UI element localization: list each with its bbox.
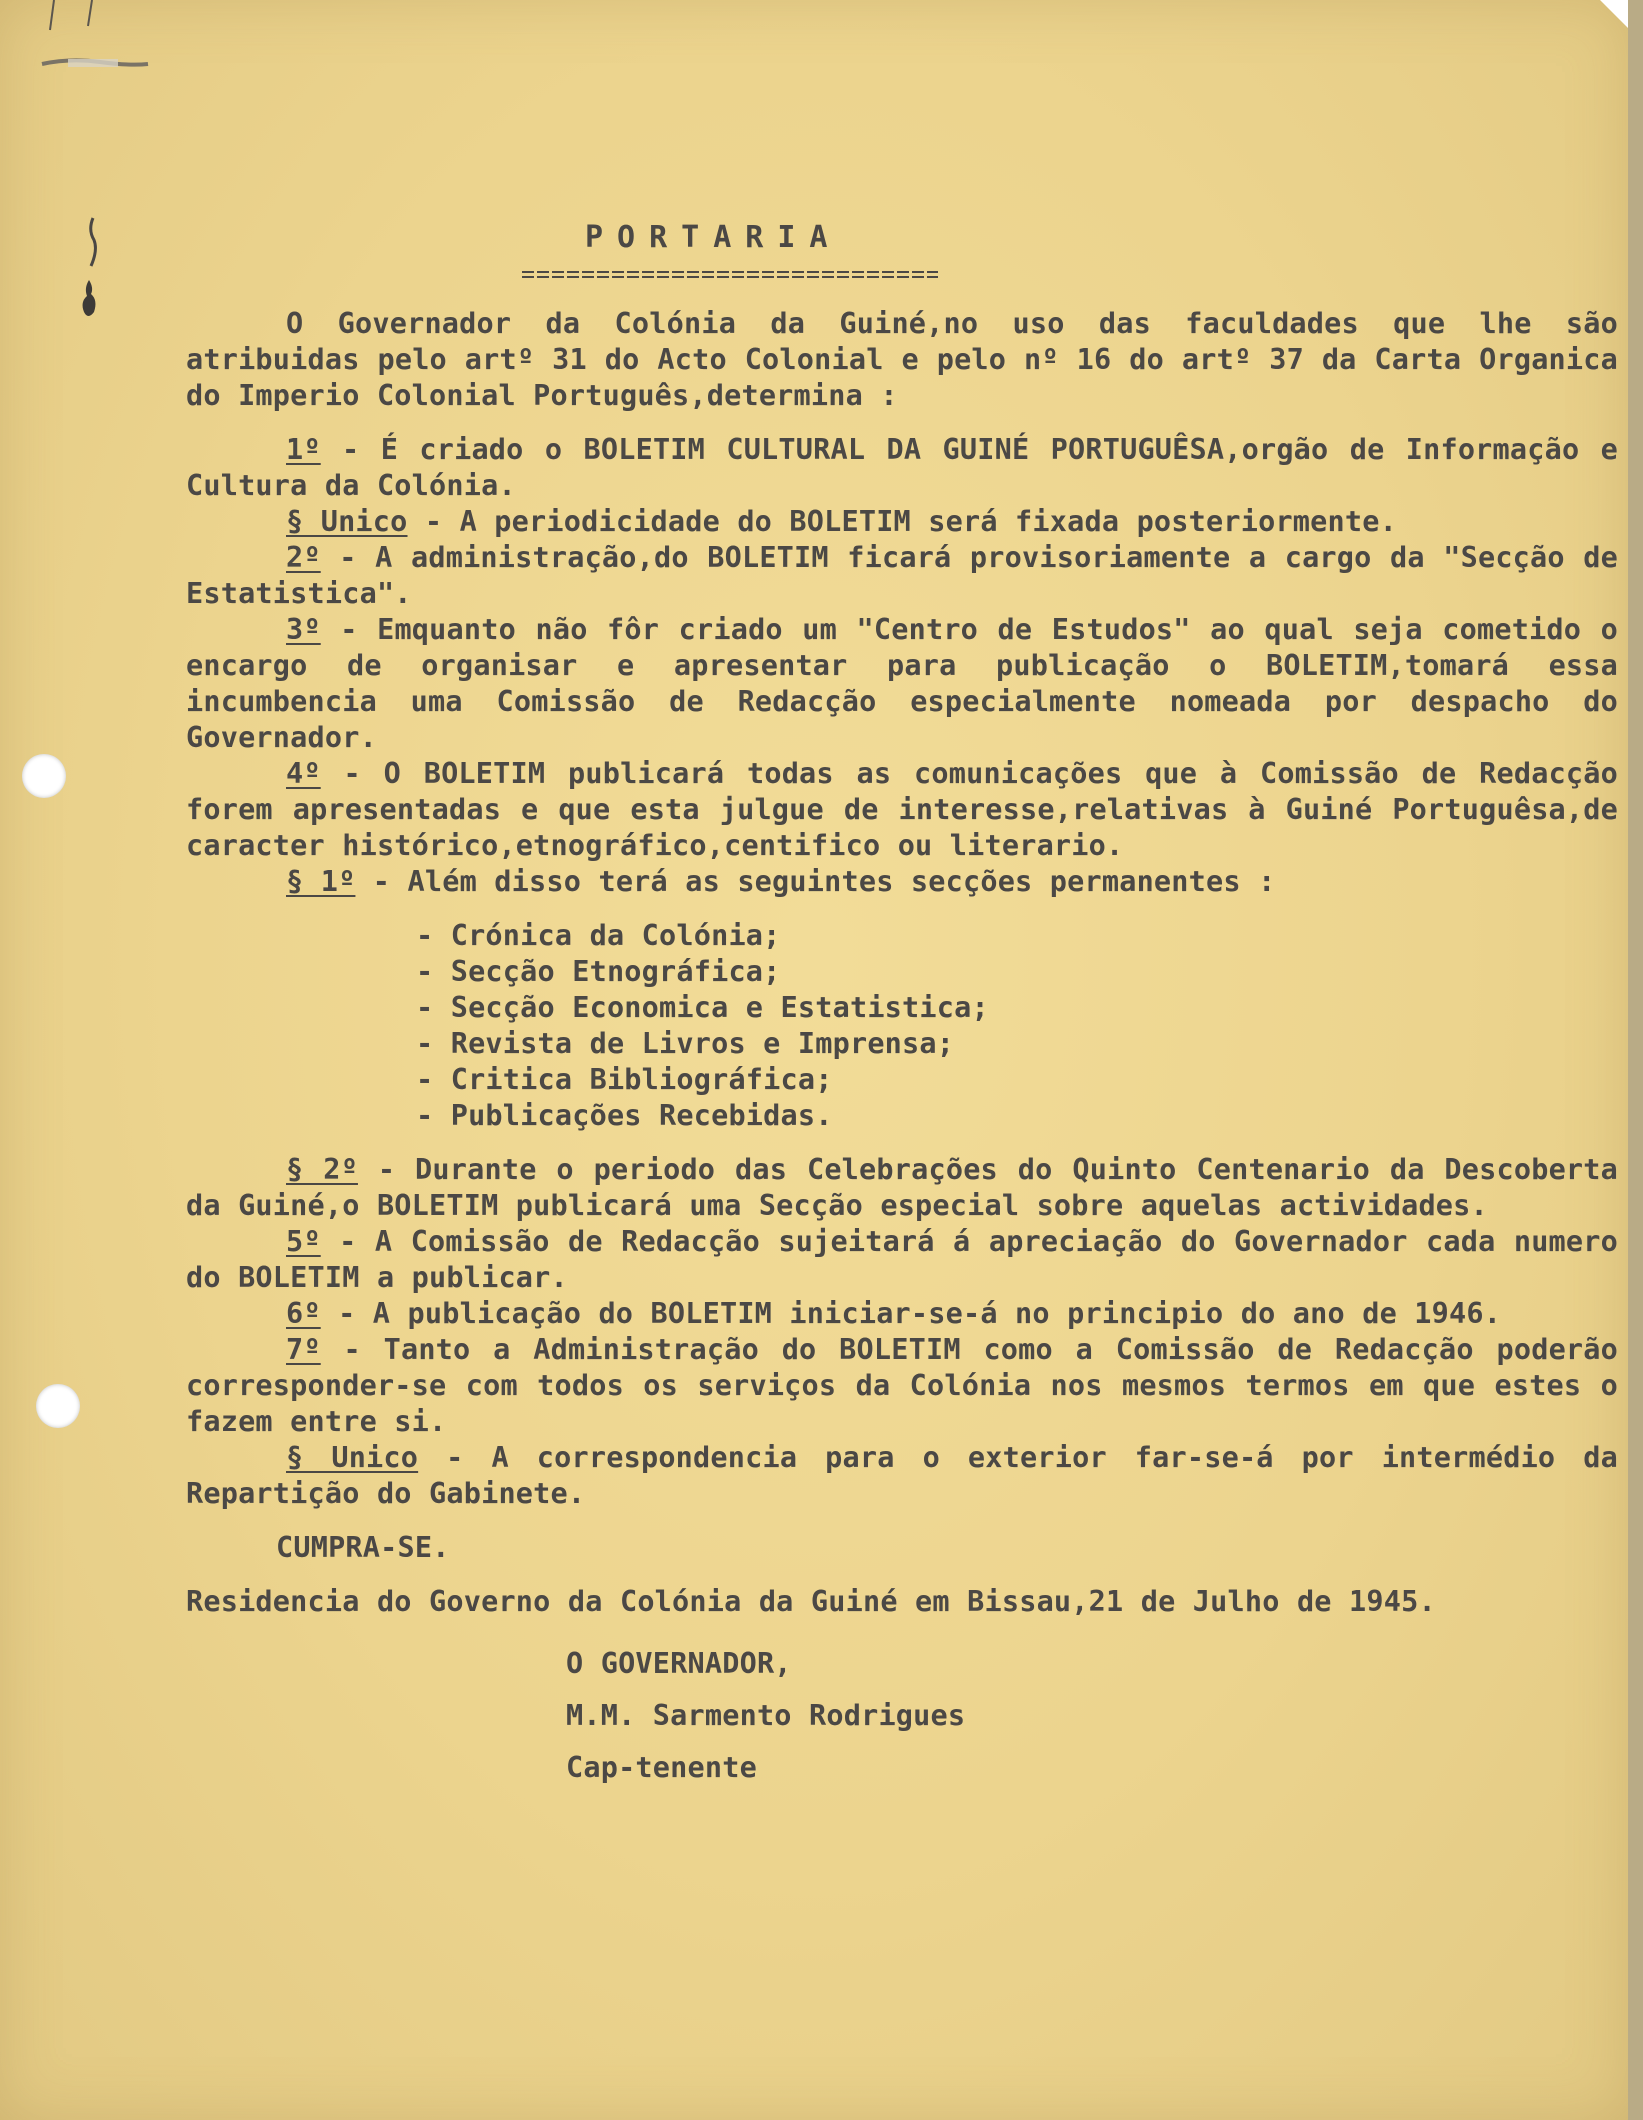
punch-hole	[36, 1384, 80, 1428]
article-text: - A Comissão de Redacção sujeitará á apreciação do Governador cada numero do BOLETIM a publicar.	[186, 1225, 1618, 1294]
article-number: § Unico	[286, 1441, 419, 1474]
list-item: - Publicações Recebidas.	[416, 1099, 833, 1132]
article-text: - É criado o BOLETIM CULTURAL DA GUINÉ PORTUGUÊSA,orgão de Informação e Cultura da Colónia.	[186, 433, 1618, 502]
staple-mark	[40, 56, 150, 72]
article-paragraph	[186, 432, 1618, 504]
article-number: 4º	[286, 757, 321, 790]
ink-mark	[86, 216, 100, 272]
article-number: § 2º	[286, 1153, 358, 1186]
place-date: Residencia do Governo da Colónia da Guiné em Bissau,21 de Julho de 1945.	[186, 1585, 1436, 1618]
article-number: 1º	[286, 433, 321, 466]
document-title: PORTARIA	[585, 220, 842, 255]
list-item: - Crónica da Colónia;	[416, 919, 781, 952]
article-text: - A correspondencia para o exterior far-se-á por intermédio da Repartição do Gabinete.	[186, 1441, 1618, 1510]
article-paragraph	[186, 612, 1618, 756]
signature-rank: Cap-tenente	[566, 1751, 757, 1784]
page-corner	[1600, 0, 1628, 28]
signature-block	[566, 1638, 1126, 1794]
article-paragraph	[186, 1332, 1618, 1440]
cumpra-se: CUMPRA-SE.	[276, 1531, 450, 1564]
article-text: - A administração,do BOLETIM ficará provisoriamente a cargo da "Secção de Estatistica".	[186, 541, 1618, 610]
article-number: § Unico	[286, 505, 408, 538]
document-body	[186, 306, 1618, 1794]
article-text: - Além disso terá as seguintes secções permanentes :	[355, 865, 1276, 898]
ink-blot	[78, 278, 100, 320]
article-paragraph	[186, 756, 1618, 864]
article-text: - Durante o periodo das Celebrações do Quinto Centenario da Descoberta da Guiné,o BOLETIM publicará uma Secção especial sobre aquelas actividades.	[186, 1153, 1619, 1222]
article-number: § 1º	[286, 865, 356, 898]
article-paragraph	[186, 540, 1618, 612]
article-text: - O BOLETIM publicará todas as comunicações que à Comissão de Redacção forem apresentadas e que esta julgue de interesse,relativas à Guiné Portuguêsa,de caracter histórico,etnográfico,centifico ou literario.	[186, 757, 1618, 862]
list-item: - Secção Etnográfica;	[416, 955, 781, 988]
article-text: - A publicação do BOLETIM iniciar-se-á no principio do ano de 1946.	[320, 1297, 1502, 1330]
article-paragraph	[186, 1296, 1618, 1332]
intro-paragraph: O Governador da Colónia da Guiné,no uso das faculdades que lhe são atribuidas pelo artº 31 do Acto Colonial e pelo nº 16 do artº 37 da Carta Organica do Imperio Colonial Português,determina :	[186, 307, 1618, 412]
list-item: - Secção Economica e Estatistica;	[416, 991, 989, 1024]
pencil-marks	[40, 0, 120, 40]
article-paragraph	[186, 504, 1618, 540]
article-text: - Emquanto não fôr criado um "Centro de Estudos" ao qual seja cometido o encargo de organisar e apresentar para publicação o BOLETIM,tomará essa incumbencia uma Comissão de Redacção especialmente nomeada por despacho do Governador.	[186, 613, 1618, 754]
list-item: - Critica Bibliográfica;	[416, 1063, 833, 1096]
article-paragraph	[186, 1224, 1618, 1296]
article-number: 2º	[286, 541, 321, 574]
article-number: 5º	[286, 1225, 321, 1258]
article-paragraph	[186, 1152, 1618, 1224]
article-text: - A periodicidade do BOLETIM será fixada posteriormente.	[407, 505, 1397, 538]
punch-hole	[22, 754, 66, 798]
article-number: 6º	[286, 1297, 321, 1330]
article-paragraph	[186, 864, 1618, 900]
article-text: - Tanto a Administração do BOLETIM como a Comissão de Redacção poderão corresponder-se com todos os serviços da Colónia nos mesmos termos em que estes o fazem entre si.	[186, 1333, 1618, 1438]
signature-role: O GOVERNADOR,	[566, 1647, 792, 1680]
article-number: 7º	[286, 1333, 321, 1366]
title-underline	[522, 270, 938, 280]
article-paragraph	[186, 1440, 1618, 1512]
signature-name: M.M. Sarmento Rodrigues	[566, 1699, 966, 1732]
article-number: 3º	[286, 613, 321, 646]
sections-list	[416, 918, 1618, 1134]
list-item: - Revista de Livros e Imprensa;	[416, 1027, 955, 1060]
